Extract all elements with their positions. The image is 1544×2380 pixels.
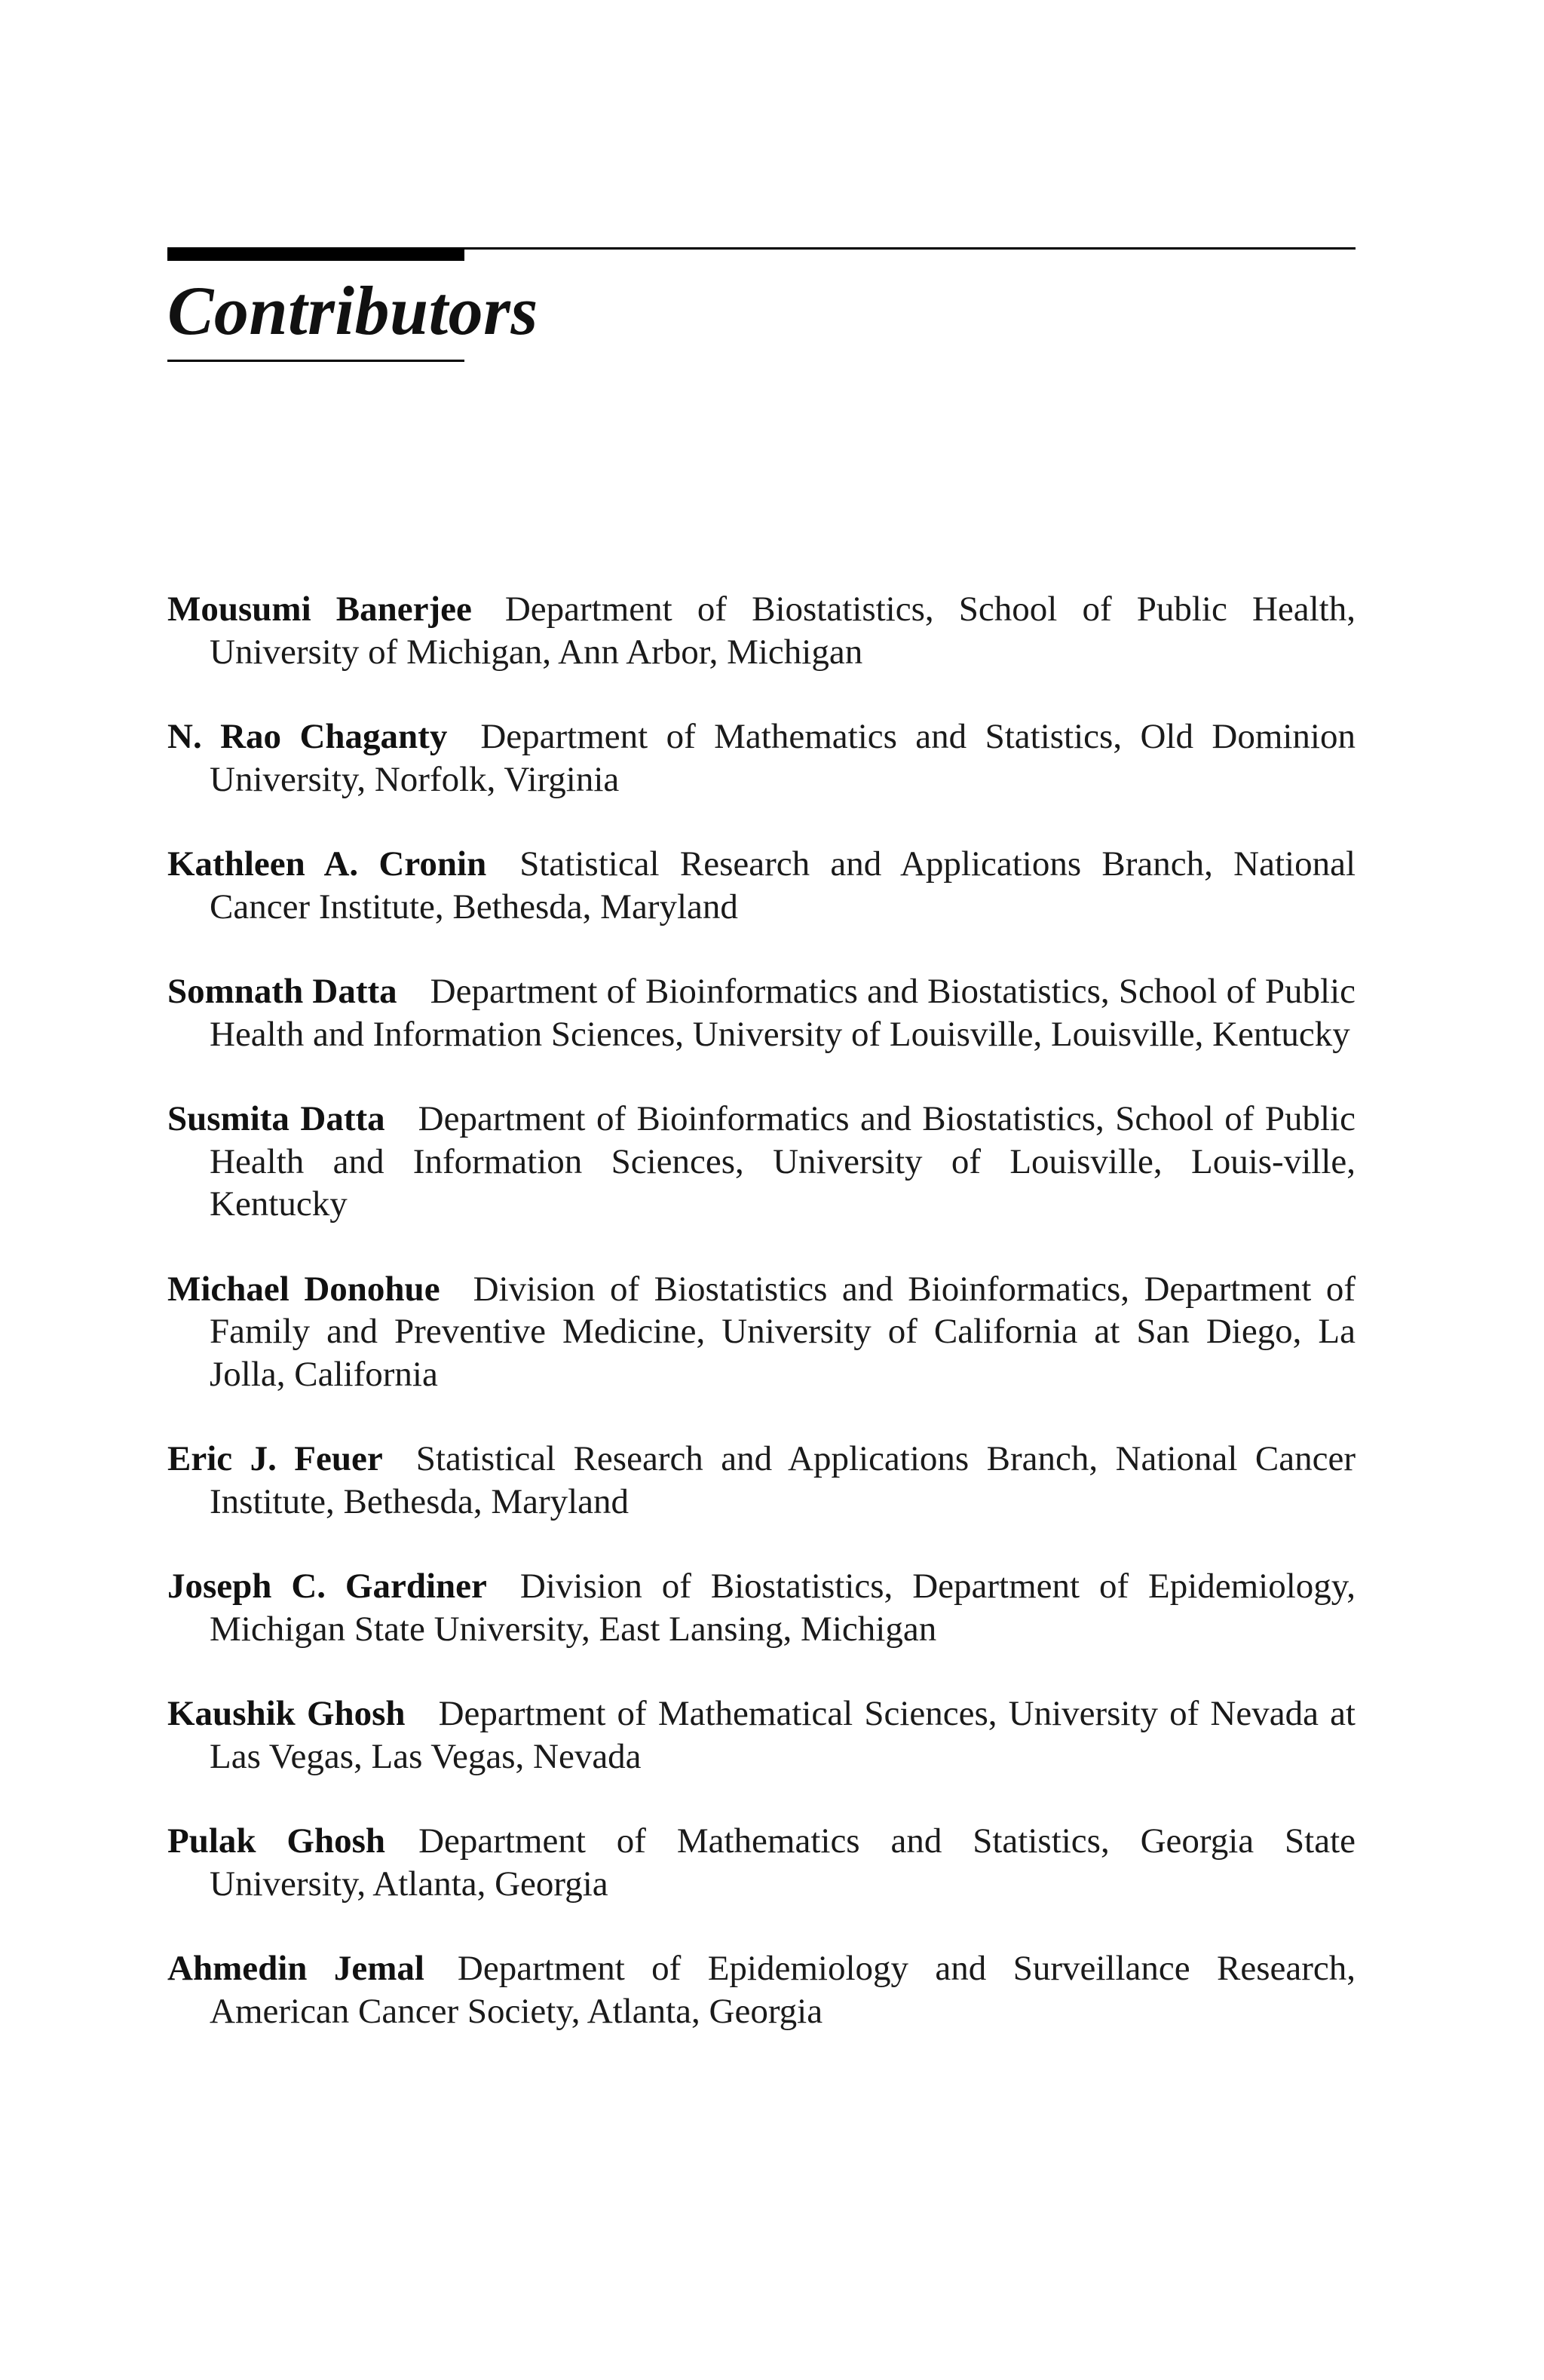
contributor-affiliation: Statistical Research and Applications Branch, National Cancer Institute, Bethesda, Maryland [210,844,1356,927]
heading-rule-bottom [167,360,464,362]
contributor-entry [167,1268,1356,1396]
contributor-entry [167,1565,1356,1650]
contributor-name: Susmita Datta [167,1099,385,1138]
contributor-name: Michael Donohue [167,1269,440,1309]
contributor-entry [167,1438,1356,1523]
heading-rule-accent [167,247,464,261]
contributor-affiliation: Division of Biostatistics and Bioinformatics, Department of Family and Preventive Medicine, University of California at San Diego, La Jolla, California [210,1269,1356,1394]
contributor-entry [167,1098,1356,1226]
contributor-affiliation: Statistical Research and Applications Branch, National Cancer Institute, Bethesda, Maryland [210,1439,1356,1521]
contributor-affiliation: Department of Biostatistics, School of Public Health, University of Michigan, Ann Arbor, Michigan [210,590,1356,672]
contributor-name: Pulak Ghosh [167,1821,386,1861]
page-title: Contributors [167,272,538,349]
contributor-affiliation: Department of Bioinformatics and Biostatistics, School of Public Health and Information Sciences, University of Louisville, Louisville, Kentucky [210,972,1356,1054]
contributor-entry [167,843,1356,928]
contributor-name: Kaushik Ghosh [167,1694,406,1733]
contributor-affiliation: Department of Mathematics and Statistics, Georgia State University, Atlanta, Georgia [210,1821,1356,1904]
contributor-affiliation: Department of Bioinformatics and Biostatistics, School of Public Health and Information Sciences, University of Louisville, Louis-ville, Kentucky [210,1099,1356,1224]
contributor-list [167,588,1356,2075]
contributor-name: Mousumi Banerjee [167,590,472,629]
contributor-entry [167,1947,1356,2032]
contributor-affiliation: Division of Biostatistics, Department of Epidemiology, Michigan State University, East Lansing, Michigan [210,1567,1356,1649]
contributor-entry [167,1692,1356,1778]
contributor-entry [167,1820,1356,1905]
contributor-name: Eric J. Feuer [167,1439,383,1478]
contributor-name: Somnath Datta [167,972,397,1011]
contributor-affiliation: Department of Mathematics and Statistics, Old Dominion University, Norfolk, Virginia [210,717,1356,799]
contributor-affiliation: Department of Mathematical Sciences, University of Nevada at Las Vegas, Las Vegas, Nevada [210,1694,1356,1776]
contributor-name: Kathleen A. Cronin [167,844,487,884]
contributor-name: Joseph C. Gardiner [167,1567,487,1606]
contributor-name: Ahmedin Jemal [167,1949,424,1988]
contributor-entry [167,715,1356,801]
contributor-affiliation: Department of Epidemiology and Surveillance Research, American Cancer Society, Atlanta, Georgia [210,1949,1356,2031]
contributor-name: N. Rao Chaganty [167,717,448,756]
contributor-entry [167,970,1356,1055]
contributor-entry [167,588,1356,673]
